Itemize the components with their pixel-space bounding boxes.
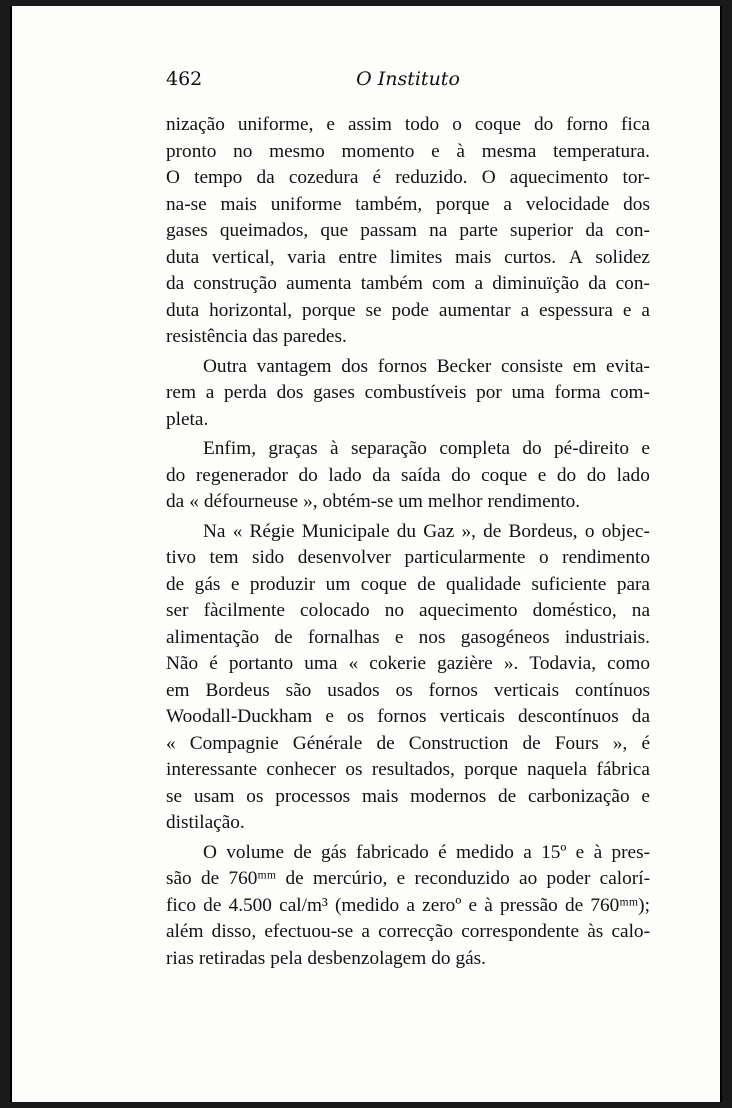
- book-page: [10, 6, 722, 1102]
- text-line: em Bordeus são usados os fornos verticais contínuos: [166, 679, 650, 701]
- text-line: da construção aumenta também com a diminuïção da con-: [166, 273, 650, 294]
- paragraph: [166, 840, 650, 973]
- running-title: O Instituto: [356, 68, 460, 90]
- text-line: se usam os processos mais modernos de carbonização e: [166, 785, 650, 807]
- text-line: gases queimados, que passam na parte superior da con-: [166, 220, 650, 241]
- text-line: duta vertical, varia entre limites mais curtos. A solidez: [166, 246, 650, 268]
- text-line: distilação.: [166, 812, 245, 833]
- text-line: nização uniforme, e assim todo o coque do forno fica: [166, 114, 650, 135]
- text-line: alimentação de fornalhas e nos gasogéneos industriais.: [166, 626, 650, 648]
- text-line: rem a perda dos gases combustíveis por uma forma com-: [166, 382, 650, 403]
- text-line: interessante conhecer os resultados, porque naquela fábrica: [166, 759, 650, 780]
- text-line: tivo tem sido desenvolver particularmente o rendimento: [166, 547, 650, 568]
- text-line: resistência das paredes.: [166, 326, 347, 347]
- text-line: duta horizontal, porque se pode aumentar a espessura e a: [166, 299, 650, 321]
- text-line: « Compagnie Générale de Construction de Fours », é: [166, 732, 650, 754]
- text-line: Outra vantagem dos fornos Becker consiste em evita-: [203, 355, 650, 377]
- text-line: Na « Régie Municipale du Gaz », de Bordeus, o objec-: [203, 520, 650, 542]
- text-line: na-se mais uniforme também, porque a velocidade dos: [166, 193, 650, 215]
- text-line: ser fàcilmente colocado no aquecimento doméstico, na: [166, 600, 650, 621]
- page-header: [166, 68, 650, 96]
- text-line: Woodall-Duckham e os fornos verticais descontínuos da: [166, 706, 650, 727]
- text-line: do regenerador do lado da saída do coque e do do lado: [166, 464, 650, 486]
- text-line: são de 760ᵐᵐ de mercúrio, e reconduzido ao poder calorí-: [166, 868, 650, 889]
- text-line: Enfim, graças à separação completa do pé-direito e: [203, 438, 650, 459]
- text-line: além disso, efectuou-se a correcção correspondente às calo-: [166, 921, 650, 942]
- text-line: pronto no mesmo momento e à mesma temperatura.: [166, 140, 650, 162]
- text-line: Não é portanto uma « cokerie gazière ». Todavia, como: [166, 653, 650, 674]
- paragraph: [166, 519, 650, 837]
- page-number: 462: [166, 68, 203, 90]
- paragraph: [166, 436, 650, 516]
- text-line: rias retiradas pela desbenzolagem do gás.: [166, 947, 487, 969]
- body-text: [166, 112, 650, 972]
- text-line: fico de 4.500 cal/m³ (medido a zeroº e à pressão de 760ᵐᵐ);: [166, 894, 650, 916]
- text-line: da « défourneuse », obtém-se um melhor rendimento.: [166, 491, 581, 512]
- text-line: pleta.: [166, 408, 209, 430]
- text-line: de gás e produzir um coque de qualidade suficiente para: [166, 573, 650, 595]
- paragraph: [166, 354, 650, 434]
- text-line: O volume de gás fabricado é medido a 15º e à pres-: [203, 841, 650, 863]
- text-line: O tempo da cozedura é reduzido. O aquecimento tor-: [166, 167, 650, 188]
- paragraph: [166, 112, 650, 351]
